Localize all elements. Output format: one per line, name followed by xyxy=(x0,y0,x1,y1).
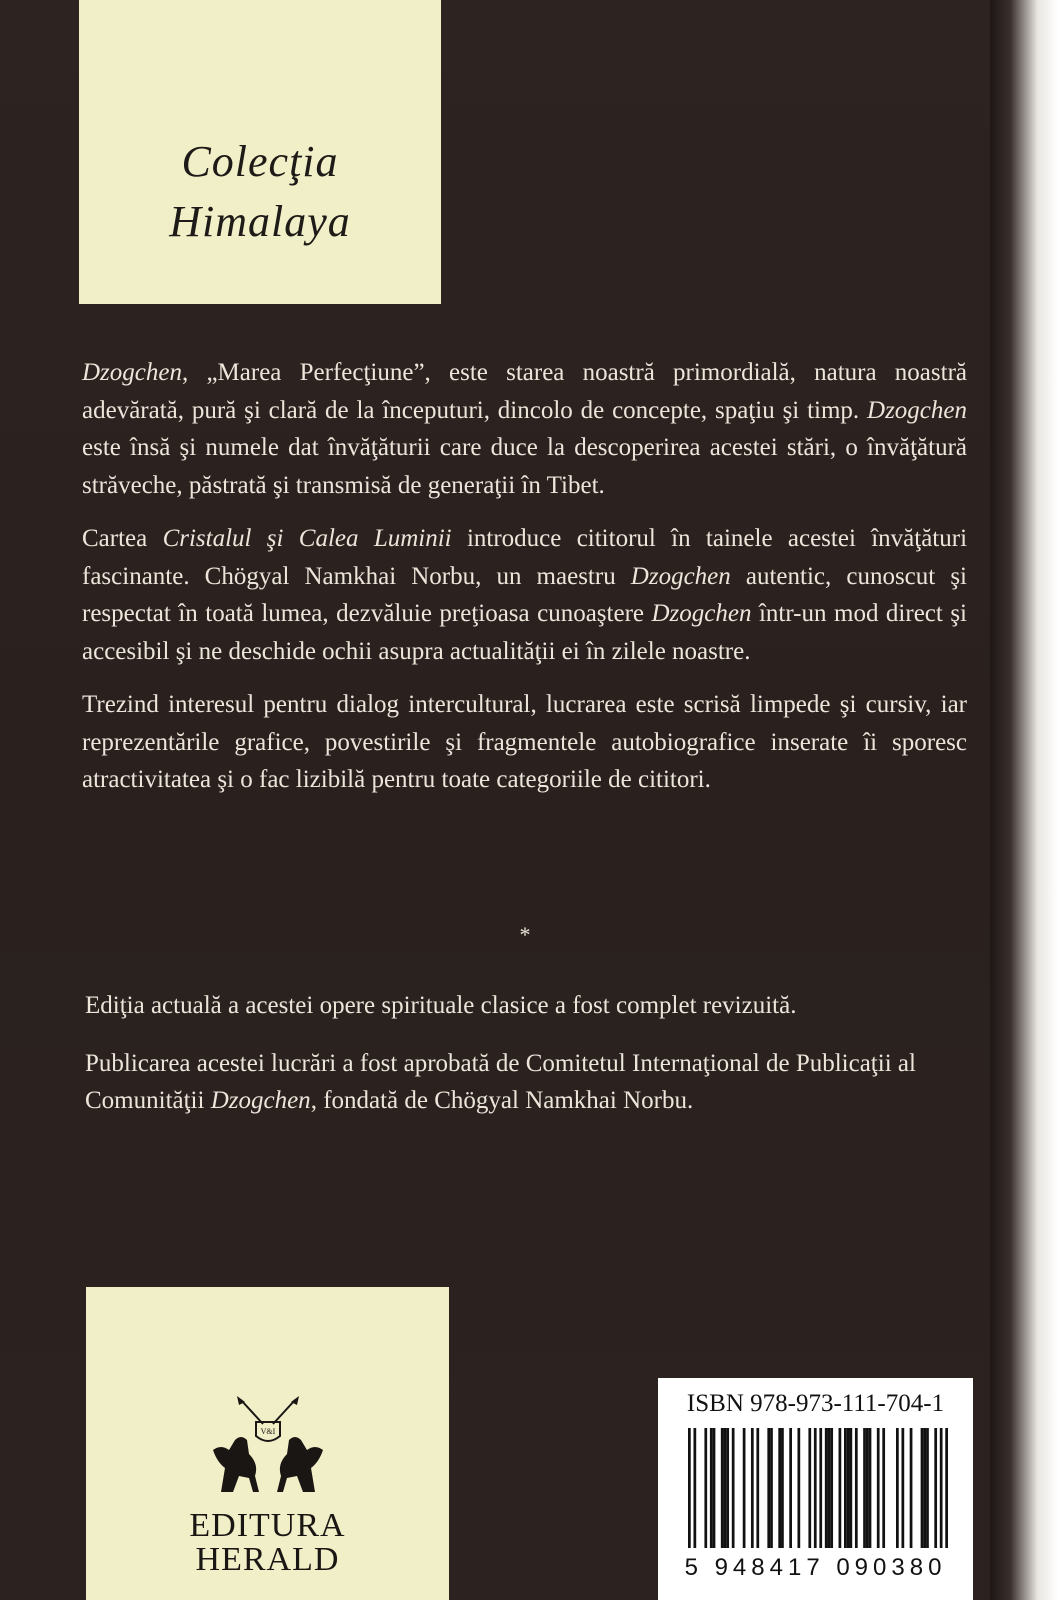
barcode-bar xyxy=(869,1428,872,1548)
term-dzogchen: Dzogchen xyxy=(210,1087,311,1114)
collection-label-panel xyxy=(79,0,441,304)
publisher-name-line2: HERALD xyxy=(195,1541,340,1578)
book-title-mention: Cristalul şi Calea Luminii xyxy=(162,525,452,552)
barcode-bar xyxy=(923,1428,926,1548)
barcode-icon xyxy=(688,1428,948,1548)
barcode-bar xyxy=(743,1428,746,1548)
barcode-bar xyxy=(713,1428,716,1548)
approval-note xyxy=(85,1045,970,1120)
edition-notes xyxy=(85,987,970,1140)
blurb-p2-text: autentic, cunoscut şi respectat în toată lumea, dezvăluie preţioasa cunoaştere xyxy=(82,562,967,627)
barcode-bar xyxy=(778,1428,781,1548)
isbn-barcode-panel xyxy=(658,1378,973,1600)
barcode-bar xyxy=(828,1428,831,1548)
publisher-panel xyxy=(86,1287,449,1600)
barcode-bar xyxy=(910,1428,913,1548)
barcode-bar xyxy=(849,1428,852,1548)
logo-shield-text: V&I xyxy=(260,1427,276,1436)
term-dzogchen: Dzogchen xyxy=(82,359,182,386)
blurb-text xyxy=(82,354,967,815)
term-dzogchen: Dzogchen xyxy=(867,396,967,424)
barcode-bar xyxy=(704,1428,707,1548)
barcode-bar xyxy=(688,1428,691,1548)
isbn-number: ISBN 978-973-111-704-1 xyxy=(686,1390,945,1417)
barcode-bar xyxy=(710,1428,713,1548)
approval-note-text: Publicarea acestei lucrări a fost aprobată de Comitetul Internaţional de Publicaţii al Comunităţii xyxy=(85,1049,916,1114)
publisher-name-line1: EDITURA xyxy=(189,1507,346,1544)
barcode-bar xyxy=(751,1428,754,1548)
section-separator: * xyxy=(519,922,531,947)
barcode-bar xyxy=(882,1428,885,1548)
blurb-paragraph-1 xyxy=(82,354,967,504)
barcode-bar xyxy=(724,1428,727,1548)
term-dzogchen: Dzogchen xyxy=(651,600,752,627)
barcode-bar xyxy=(839,1428,842,1548)
barcode-bar xyxy=(767,1428,770,1548)
barcode-bar xyxy=(921,1428,924,1548)
barcode-bar xyxy=(808,1428,811,1548)
barcode-bar xyxy=(825,1428,828,1548)
barcode-bar xyxy=(926,1428,929,1548)
barcode-bar xyxy=(945,1428,948,1548)
barcode-bar xyxy=(781,1428,784,1548)
barcode-bar xyxy=(830,1428,833,1548)
blurb-paragraph-2 xyxy=(82,520,967,670)
barcode-bar xyxy=(721,1428,724,1548)
barcode-bar xyxy=(847,1428,850,1548)
barcode-bar xyxy=(896,1428,899,1548)
barcode-bar xyxy=(770,1428,773,1548)
barcode-bar xyxy=(934,1428,937,1548)
approval-note-text: , fondată de Chögyal Namkhai Norbu. xyxy=(310,1087,694,1114)
collection-title xyxy=(79,132,441,252)
blurb-paragraph-3: Trezind interesul pentru dialog intercultural, lucrarea este scrisă limpede şi cursiv, iar reprezentările grafice, povestirile şi fragmentele autobiografice inserate îi sporesc atractivitatea şi o fac lizibilă pentru toate categoriile de cititori. xyxy=(82,691,967,793)
blurb-p2-text: Cartea xyxy=(82,525,163,552)
barcode-digits: 5 948417 090380 xyxy=(684,1554,947,1581)
barcode-bar xyxy=(732,1428,735,1548)
page-edge xyxy=(990,0,1058,1600)
barcode-bar xyxy=(756,1428,759,1548)
blurb-p2-text: într-un mod direct şi accesibil şi ne deschide ochii asupra actualităţii ei în zilele noastre. xyxy=(82,600,967,665)
barcode-bar xyxy=(819,1428,822,1548)
barcode-bar xyxy=(855,1428,858,1548)
edition-note: Ediţia actuală a acestei opere spirituale clasice a fost complet revizuită. xyxy=(85,992,797,1019)
barcode-bar xyxy=(789,1428,792,1548)
barcode-bar xyxy=(726,1428,729,1548)
barcode-bar xyxy=(844,1428,847,1548)
barcode-bar xyxy=(797,1428,800,1548)
term-dzogchen: Dzogchen xyxy=(630,562,731,590)
barcode-bar xyxy=(863,1428,866,1548)
collection-title-line2: Himalaya xyxy=(169,197,351,246)
blurb-p1-text: , „Marea Perfecţiune”, este starea noastră primordială, natura noastră adevărată, pură şi clară de la începuturi, dincolo de concepte, spaţiu şi timp. xyxy=(82,359,967,424)
publisher-logo-icon xyxy=(203,1392,333,1502)
barcode-bar xyxy=(877,1428,880,1548)
barcode-bar xyxy=(866,1428,869,1548)
barcode-bar xyxy=(693,1428,696,1548)
barcode-bar xyxy=(940,1428,943,1548)
barcode-bar xyxy=(814,1428,817,1548)
publisher-name xyxy=(86,1509,449,1577)
blurb-p1-text: este însă şi numele dat învăţăturii care duce la descoperirea acestei stări, o învăţătură străveche, păstrată şi transmisă de generaţii în Tibet. xyxy=(82,434,967,499)
collection-title-line1: Colecţia xyxy=(181,137,339,186)
blurb-p2-text: introduce cititorul în tainele acestei învăţături fascinante. Chögyal Namkhai Norbu, un maestru xyxy=(82,525,968,590)
barcode-bar xyxy=(901,1428,904,1548)
